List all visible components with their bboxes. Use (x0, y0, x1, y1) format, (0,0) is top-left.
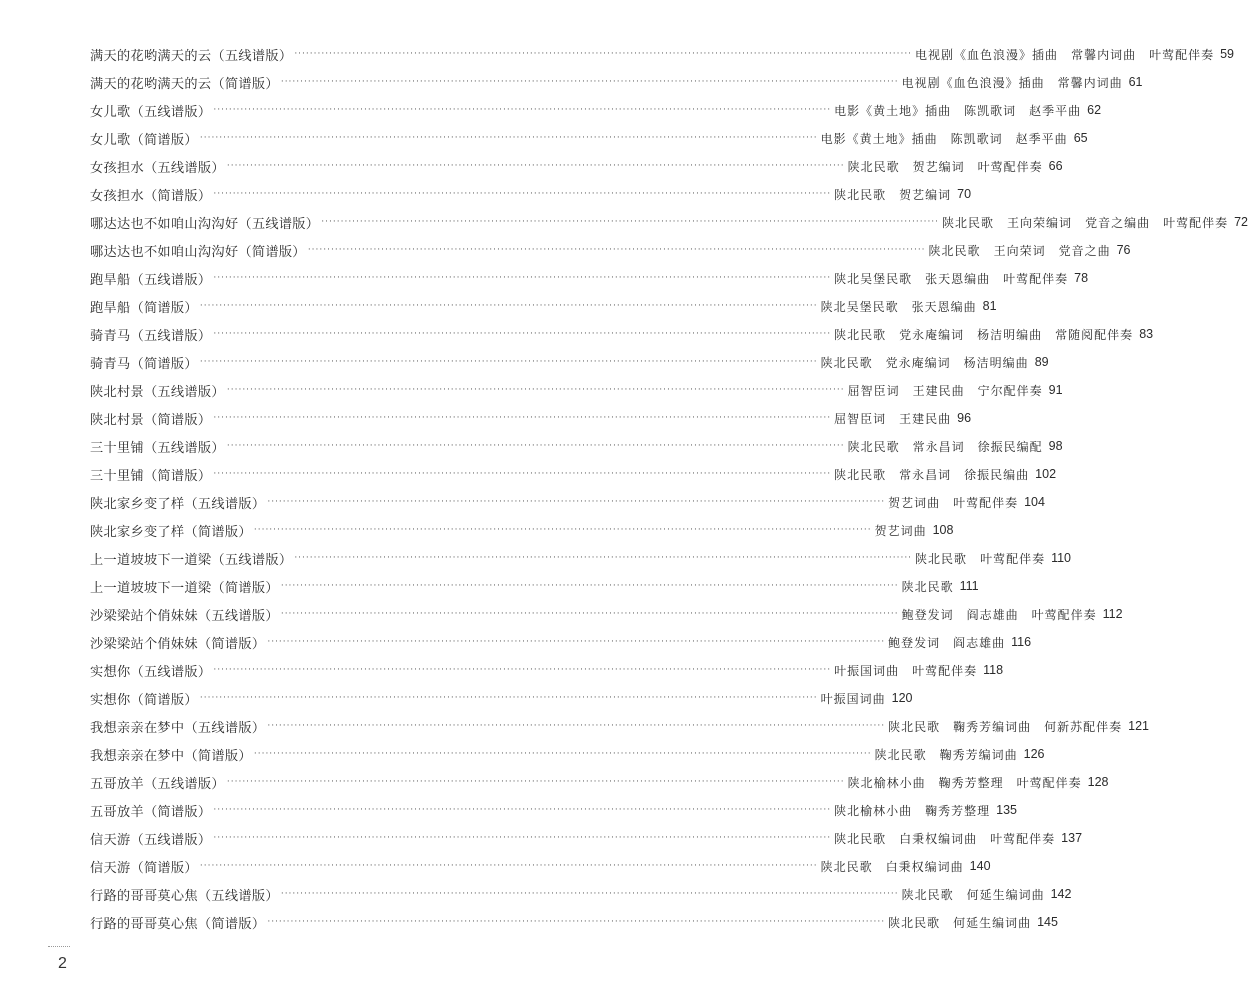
toc-entry-credits (834, 830, 1055, 847)
toc-entry[interactable] (90, 488, 1045, 516)
dot-leader: ································································································································································ (213, 665, 832, 675)
credit-text: 叶莺配伴奏 (1031, 607, 1097, 622)
credit-text: 常馨内词曲 (1071, 47, 1137, 62)
credit-text: 屈智臣词 (847, 383, 900, 398)
credit-text: 陕北民歌 (820, 355, 873, 370)
credit-text: 陕北民歌 (834, 831, 887, 846)
toc-entry-title: 哪达达也不如咱山沟沟好（五线谱版） (90, 216, 320, 232)
toc-entry-credits (821, 858, 964, 875)
toc-entry[interactable] (90, 628, 1032, 656)
toc-entry[interactable] (90, 516, 954, 544)
toc-entry-credits (821, 354, 1029, 371)
dot-leader: ································································································································································ (199, 133, 818, 143)
toc-entry-credits (834, 186, 951, 203)
toc-entry-credits (929, 242, 1111, 259)
toc-entry-page-number: 104 (1024, 495, 1045, 509)
dot-leader: ································································································································································ (213, 833, 832, 843)
toc-entry-credits (848, 438, 1043, 455)
toc-entry-page-number: 96 (957, 411, 972, 425)
credit-text: 电影《黄土地》插曲 (820, 131, 938, 146)
credit-text: 叶莺配伴奏 (1016, 775, 1082, 790)
dot-leader: ································································································································································ (199, 693, 818, 703)
credit-text: 赵季平曲 (1029, 103, 1082, 118)
toc-entry[interactable] (90, 572, 979, 600)
credit-text: 贺艺词曲 (874, 523, 927, 538)
credit-text: 杨洁明编曲 (963, 355, 1029, 370)
toc-entry-title: 跑旱船（五线谱版） (90, 272, 212, 288)
toc-entry-credits (888, 634, 1005, 651)
toc-entry-title: 骑青马（五线谱版） (90, 328, 212, 344)
dot-leader: ································································································································································ (267, 497, 886, 507)
toc-entry-page-number: 145 (1037, 915, 1058, 929)
toc-entry-page-number: 108 (932, 523, 954, 537)
credit-text: 鞠秀芳整理 (938, 775, 1004, 790)
dot-leader: ································································································································································ (199, 357, 818, 367)
toc-entry-credits (902, 886, 1045, 903)
credit-text: 常永昌词 (912, 439, 965, 454)
toc-entry[interactable] (90, 740, 1045, 768)
toc-entry[interactable] (90, 96, 1102, 124)
credit-text: 陕北民歌 (834, 467, 887, 482)
credit-text: 陕北民歌 (874, 747, 927, 762)
toc-entry-page-number: 128 (1087, 775, 1109, 789)
toc-entry[interactable] (90, 292, 997, 320)
toc-entry-title: 哪达达也不如咱山沟沟好（简谱版） (90, 244, 306, 260)
credit-text: 陈凯歌词 (964, 103, 1017, 118)
toc-entry-credits (834, 270, 1068, 287)
credit-text: 叶莺配伴奏 (1149, 47, 1215, 62)
credit-text: 常永昌词 (899, 467, 952, 482)
toc-entry[interactable] (90, 236, 1131, 264)
toc-entry[interactable] (90, 152, 1063, 180)
toc-entry-title: 满天的花哟满天的云（五线谱版） (90, 48, 293, 64)
credit-text: 党音之曲 (1058, 243, 1111, 258)
credit-text: 贺艺编词 (912, 159, 965, 174)
toc-entry-page-number: 112 (1102, 607, 1123, 621)
toc-entry[interactable] (90, 460, 1057, 488)
toc-entry-credits (902, 606, 1097, 623)
credit-text: 叶莺配伴奏 (953, 495, 1019, 510)
credit-text: 陕北民歌 (847, 439, 900, 454)
credit-text: 陕北吴堡民歌 (820, 299, 899, 314)
dot-leader: ································································································································································ (213, 469, 832, 479)
toc-entry-page-number: 91 (1048, 383, 1063, 397)
toc-entry-credits (821, 298, 977, 315)
toc-entry-page-number: 98 (1048, 439, 1063, 453)
toc-entry[interactable] (90, 348, 1049, 376)
credit-text: 电视剧《血色浪漫》插曲 (901, 75, 1045, 90)
toc-entry-credits (915, 46, 1214, 63)
credit-text: 电影《黄土地》插曲 (834, 103, 952, 118)
dot-leader: ································································································································································ (226, 385, 845, 395)
credit-text: 鲍登发词 (901, 607, 954, 622)
credit-text: 何延生编词曲 (953, 915, 1032, 930)
toc-entry-page-number: 72 (1234, 215, 1248, 229)
dot-leader: ································································································································································ (267, 637, 886, 647)
toc-entry-title: 实想你（五线谱版） (90, 664, 212, 680)
toc-entry-credits (834, 802, 990, 819)
toc-entry-title: 三十里铺（五线谱版） (90, 440, 225, 456)
credit-text: 党永庵编词 (885, 355, 951, 370)
dot-leader: ································································································································································ (253, 749, 872, 759)
toc-entry-page-number: 118 (983, 663, 1004, 677)
toc-entry-title: 陕北家乡变了样（五线谱版） (90, 496, 266, 512)
toc-entry-page-number: 62 (1087, 103, 1102, 117)
toc-entry[interactable] (90, 376, 1063, 404)
toc-entry[interactable] (90, 264, 1089, 292)
toc-entry-title: 女孩担水（简谱版） (90, 188, 212, 204)
credit-text: 陕北民歌 (888, 719, 941, 734)
credit-text: 电视剧《血色浪漫》插曲 (915, 47, 1059, 62)
toc-entry[interactable] (90, 40, 1234, 68)
toc-entry-credits (888, 718, 1122, 735)
toc-entry-page-number: 116 (1011, 635, 1032, 649)
toc-entry[interactable] (90, 180, 972, 208)
dot-leader: ································································································································································ (213, 189, 832, 199)
dot-leader: ································································································································································ (280, 581, 899, 591)
toc-entry-credits (834, 466, 1029, 483)
credit-text: 常随阅配伴奏 (1055, 327, 1134, 342)
credit-text: 白秉权编词曲 (885, 859, 964, 874)
toc-entry-credits (875, 522, 927, 539)
toc-entry-credits (942, 214, 1228, 231)
credit-text: 贺艺编词 (899, 187, 952, 202)
toc-entry-credits (848, 158, 1043, 175)
toc-entry-title: 沙梁梁站个俏妹妹（五线谱版） (90, 608, 279, 624)
toc-entry-credits (902, 74, 1123, 91)
credit-text: 叶莺配伴奏 (912, 663, 978, 678)
toc-entry-credits (821, 690, 886, 707)
toc-entry-credits (848, 382, 1043, 399)
page-number: 2 (58, 955, 67, 972)
toc-entry[interactable] (90, 208, 1248, 236)
toc-entry-title: 行路的哥哥莫心焦（简谱版） (90, 916, 266, 932)
credit-text: 叶莺配伴奏 (990, 831, 1056, 846)
toc-entry[interactable] (90, 768, 1109, 796)
toc-entry-credits (848, 774, 1082, 791)
toc-entry-credits (834, 326, 1133, 343)
credit-text: 叶振国词曲 (820, 691, 886, 706)
toc-entry-title: 骑青马（简谱版） (90, 356, 198, 372)
toc-entry-title: 女儿歌（简谱版） (90, 132, 198, 148)
dot-leader: ································································································································································ (199, 861, 818, 871)
credit-text: 陈凯歌词 (950, 131, 1003, 146)
toc-entry-page-number: 61 (1128, 75, 1143, 89)
credit-text: 宁尔配伴奏 (977, 383, 1043, 398)
credit-text: 鞠秀芳编词曲 (953, 719, 1032, 734)
credit-text: 鞠秀芳编词曲 (939, 747, 1018, 762)
credit-text: 陕北民歌 (942, 215, 995, 230)
credit-text: 阎志雄曲 (966, 607, 1019, 622)
toc-entry-title: 陕北村景（简谱版） (90, 412, 212, 428)
dot-leader: ································································································································································ (307, 245, 926, 255)
credit-text: 王建民曲 (899, 411, 952, 426)
credit-text: 陕北民歌 (834, 187, 887, 202)
toc-entry[interactable] (90, 656, 1004, 684)
credit-text: 陕北民歌 (928, 243, 981, 258)
toc-entry[interactable] (90, 712, 1149, 740)
credit-text: 陕北民歌 (888, 915, 941, 930)
toc-entry-title: 信天游（五线谱版） (90, 832, 212, 848)
toc-entry-title: 我想亲亲在梦中（简谱版） (90, 748, 252, 764)
credit-text: 陕北民歌 (834, 327, 887, 342)
toc-entry-title: 沙梁梁站个俏妹妹（简谱版） (90, 636, 266, 652)
credit-text: 何延生编词曲 (966, 887, 1045, 902)
toc-entry[interactable] (90, 544, 1072, 572)
toc-entry-title: 陕北村景（五线谱版） (90, 384, 225, 400)
toc-entry[interactable] (90, 796, 1018, 824)
toc-entry[interactable] (90, 684, 913, 712)
credit-text: 张天恩编曲 (911, 299, 977, 314)
credit-text: 杨洁明编曲 (977, 327, 1043, 342)
credit-text: 叶莺配伴奏 (1003, 271, 1069, 286)
toc-entry-credits (902, 578, 954, 595)
dot-leader: ································································································································································ (321, 217, 940, 227)
credit-text: 陕北民歌 (901, 887, 954, 902)
dot-leader: ································································································································································ (213, 329, 832, 339)
toc-entry-credits (834, 410, 951, 427)
dot-leader: ································································································································································ (280, 77, 899, 87)
credit-text: 白秉权编词曲 (899, 831, 978, 846)
credit-text: 陕北民歌 (820, 859, 873, 874)
dot-leader: ································································································································································ (267, 917, 886, 927)
toc-entry-page-number: 59 (1220, 47, 1234, 61)
credit-text: 叶莺配伴奏 (977, 159, 1043, 174)
credit-text: 陕北吴堡民歌 (834, 271, 913, 286)
toc-entry-credits (888, 914, 1031, 931)
credit-text: 党音之编曲 (1085, 215, 1151, 230)
dot-leader: ································································································································································ (294, 553, 913, 563)
dot-leader: ································································································································································ (294, 49, 913, 59)
toc-entry-page-number: 76 (1116, 243, 1131, 257)
toc-entry-page-number: 140 (969, 859, 991, 873)
toc-entry-page-number: 135 (996, 803, 1018, 817)
credit-text: 陕北榆林小曲 (847, 775, 926, 790)
toc-entry-page-number: 81 (982, 299, 997, 313)
toc-entry-page-number: 121 (1128, 719, 1149, 733)
credit-text: 屈智臣词 (834, 411, 887, 426)
toc-entry-title: 三十里铺（简谱版） (90, 468, 212, 484)
toc-entry[interactable] (90, 880, 1072, 908)
dot-leader: ································································································································································ (280, 609, 899, 619)
toc-entry-page-number: 70 (957, 187, 972, 201)
toc-entry-title: 陕北家乡变了样（简谱版） (90, 524, 252, 540)
toc-entry[interactable] (90, 908, 1058, 936)
toc-entry-title: 满天的花哟满天的云（简谱版） (90, 76, 279, 92)
toc-entry-title: 女孩担水（五线谱版） (90, 160, 225, 176)
credit-text: 陕北民歌 (847, 159, 900, 174)
toc-entry[interactable] (90, 432, 1063, 460)
credit-text: 陕北民歌 (901, 579, 954, 594)
dot-leader: ································································································································································ (253, 525, 872, 535)
table-of-contents (90, 40, 1248, 936)
toc-entry-credits (888, 494, 1018, 511)
credit-text: 徐振民编配 (977, 439, 1043, 454)
toc-entry-page-number: 110 (1051, 551, 1072, 565)
credit-text: 常馨内词曲 (1057, 75, 1123, 90)
credit-text: 贺艺词曲 (888, 495, 941, 510)
credit-text: 叶莺配伴奏 (980, 551, 1046, 566)
dot-leader: ································································································································································ (199, 301, 818, 311)
credit-text: 陕北民歌 (915, 551, 968, 566)
credit-text: 张天恩编曲 (925, 271, 991, 286)
toc-entry-title: 五哥放羊（五线谱版） (90, 776, 225, 792)
toc-entry-credits (834, 102, 1081, 119)
credit-text: 何新苏配伴奏 (1044, 719, 1123, 734)
credit-text: 王向荣编词 (1007, 215, 1073, 230)
toc-entry-page-number: 66 (1048, 159, 1063, 173)
toc-entry-title: 实想你（简谱版） (90, 692, 198, 708)
dot-leader: ································································································································································ (226, 777, 845, 787)
toc-entry-credits (875, 746, 1018, 763)
credit-text: 赵季平曲 (1015, 131, 1068, 146)
toc-entry-title: 女儿歌（五线谱版） (90, 104, 212, 120)
toc-entry-title: 跑旱船（简谱版） (90, 300, 198, 316)
toc-entry-title: 上一道坡坡下一道梁（简谱版） (90, 580, 279, 596)
footer-divider (48, 946, 70, 947)
credit-text: 阎志雄曲 (953, 635, 1006, 650)
credit-text: 徐振民编曲 (964, 467, 1030, 482)
toc-entry[interactable] (90, 824, 1083, 852)
dot-leader: ································································································································································ (213, 413, 832, 423)
toc-entry-credits (915, 550, 1045, 567)
toc-entry-title: 信天游（简谱版） (90, 860, 198, 876)
dot-leader: ································································································································································ (213, 273, 832, 283)
dot-leader: ································································································································································ (213, 105, 832, 115)
dot-leader: ································································································································································ (226, 161, 845, 171)
toc-entry[interactable] (90, 852, 991, 880)
toc-entry-page-number: 83 (1139, 327, 1154, 341)
toc-entry-title: 上一道坡坡下一道梁（五线谱版） (90, 552, 293, 568)
credit-text: 鲍登发词 (888, 635, 941, 650)
toc-entry-page-number: 137 (1061, 831, 1083, 845)
toc-entry-page-number: 65 (1073, 131, 1088, 145)
toc-entry-title: 行路的哥哥莫心焦（五线谱版） (90, 888, 279, 904)
dot-leader: ································································································································································ (213, 805, 832, 815)
toc-entry-page-number: 120 (891, 691, 913, 705)
toc-entry-credits (821, 130, 1068, 147)
credit-text: 党永庵编词 (899, 327, 965, 342)
dot-leader: ································································································································································ (226, 441, 845, 451)
toc-entry-page-number: 89 (1034, 355, 1049, 369)
credit-text: 叶振国词曲 (834, 663, 900, 678)
toc-entry-title: 我想亲亲在梦中（五线谱版） (90, 720, 266, 736)
toc-entry-page-number: 111 (959, 579, 979, 593)
toc-entry[interactable] (90, 600, 1123, 628)
credit-text: 鞠秀芳整理 (925, 803, 991, 818)
dot-leader: ································································································································································ (267, 721, 886, 731)
credit-text: 陕北榆林小曲 (834, 803, 913, 818)
toc-entry-page-number: 142 (1050, 887, 1072, 901)
toc-entry-page-number: 102 (1035, 467, 1057, 481)
credit-text: 叶莺配伴奏 (1163, 215, 1229, 230)
credit-text: 王建民曲 (912, 383, 965, 398)
credit-text: 王向荣词 (993, 243, 1046, 258)
dot-leader: ································································································································································ (280, 889, 899, 899)
toc-entry[interactable] (90, 124, 1088, 152)
toc-entry-page-number: 126 (1023, 747, 1045, 761)
toc-entry-credits (834, 662, 977, 679)
toc-entry[interactable] (90, 68, 1143, 96)
toc-entry[interactable] (90, 404, 972, 432)
toc-entry-page-number: 78 (1074, 271, 1089, 285)
toc-entry-title: 五哥放羊（简谱版） (90, 804, 212, 820)
toc-entry[interactable] (90, 320, 1154, 348)
